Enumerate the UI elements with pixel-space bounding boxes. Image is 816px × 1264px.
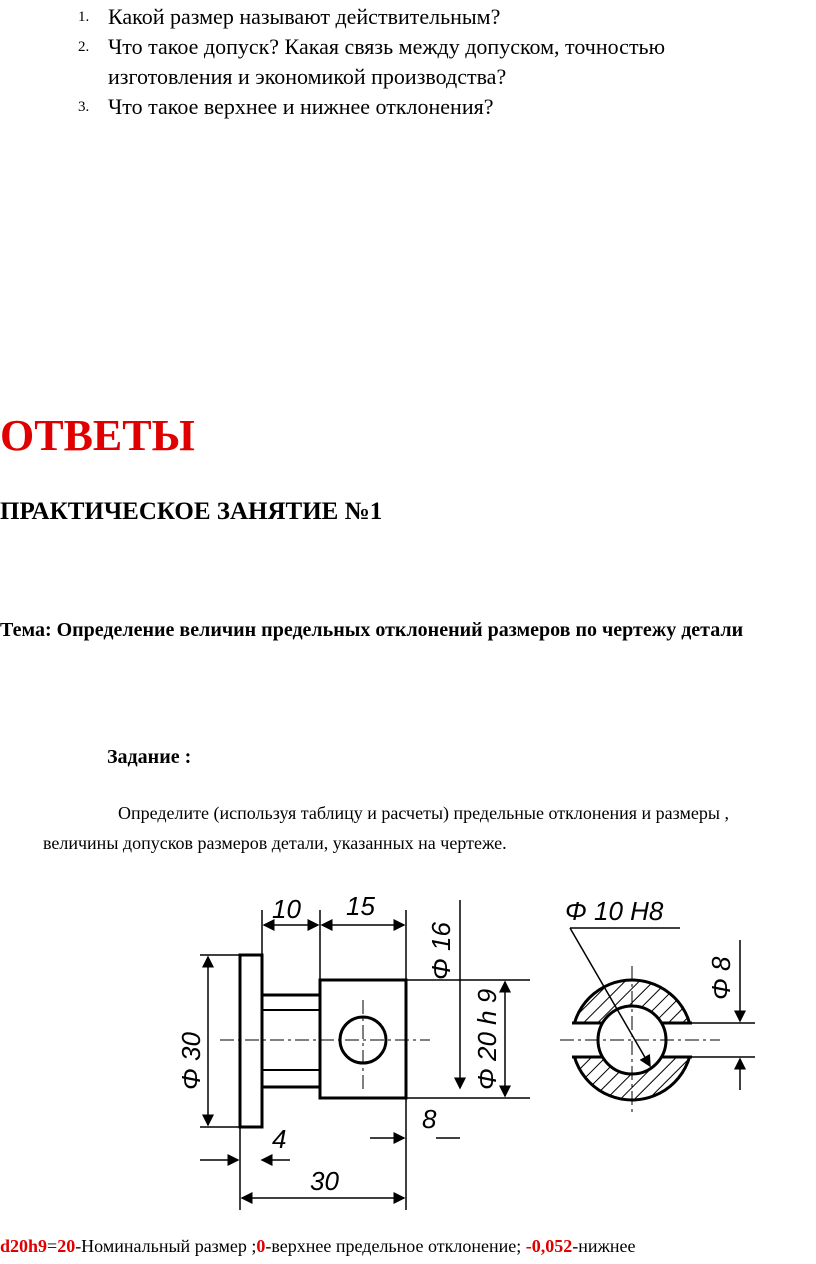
question-text: Какой размер называют действительным?	[108, 4, 501, 29]
answers-heading: ОТВЕТЫ	[0, 411, 195, 460]
side-view	[240, 955, 406, 1127]
dim-d20h9-label: Φ 20 h 9	[472, 988, 502, 1090]
dim-4-label: 4	[272, 1124, 287, 1154]
question-text: Что такое допуск? Какая связь между допуском, точностью изготовления и экономикой производства?	[108, 34, 666, 89]
task-label: Задание :	[107, 746, 192, 768]
dim-10-label: 10	[272, 894, 301, 924]
question-number: 3.	[78, 99, 90, 115]
equals: =	[47, 1236, 58, 1256]
dim-30-label: 30	[310, 1166, 339, 1196]
dim-d30-label: Φ 30	[176, 1032, 206, 1090]
technical-drawing	[160, 880, 760, 1220]
upper-deviation: 0	[256, 1236, 266, 1256]
question-item	[78, 2, 778, 32]
dim-d16-label: Φ 16	[426, 922, 456, 980]
neck-outline	[262, 995, 320, 1087]
section-view	[560, 928, 755, 1114]
dim-8-label: 8	[422, 1104, 437, 1134]
flange-outline	[240, 955, 262, 1127]
dim-d8-label: Φ 8	[706, 956, 736, 1000]
task-text: Определите (используя таблицу и расчеты) предельные отклонения и размеры , величины допусков размеров детали, указанных на чертеже.	[43, 803, 729, 853]
question-item	[78, 32, 778, 92]
lesson-title: ПРАКТИЧЕСКОЕ ЗАНЯТИЕ №1	[0, 498, 383, 525]
questions-list	[78, 2, 778, 122]
dim-15-label: 15	[346, 891, 375, 921]
lower-text: -нижнее	[572, 1236, 636, 1256]
upper-text: -верхнее предельное отклонение;	[265, 1236, 526, 1256]
answer-line	[0, 1236, 816, 1257]
nominal-text: -Номинальный размер ;	[75, 1236, 257, 1256]
dim-d10H8-label: Φ 10 H8	[565, 896, 664, 926]
question-text: Что такое верхнее и нижнее отклонения?	[108, 94, 494, 119]
code-d20h9: d20h9	[0, 1236, 48, 1256]
topic-text: Тема: Определение величин предельных отклонений размеров по чертежу детали	[0, 619, 744, 641]
question-number: 1.	[78, 9, 90, 25]
nominal-value: 20	[57, 1236, 76, 1256]
lower-deviation: -0,052	[525, 1236, 573, 1256]
question-number: 2.	[78, 39, 90, 55]
question-item	[78, 92, 778, 122]
